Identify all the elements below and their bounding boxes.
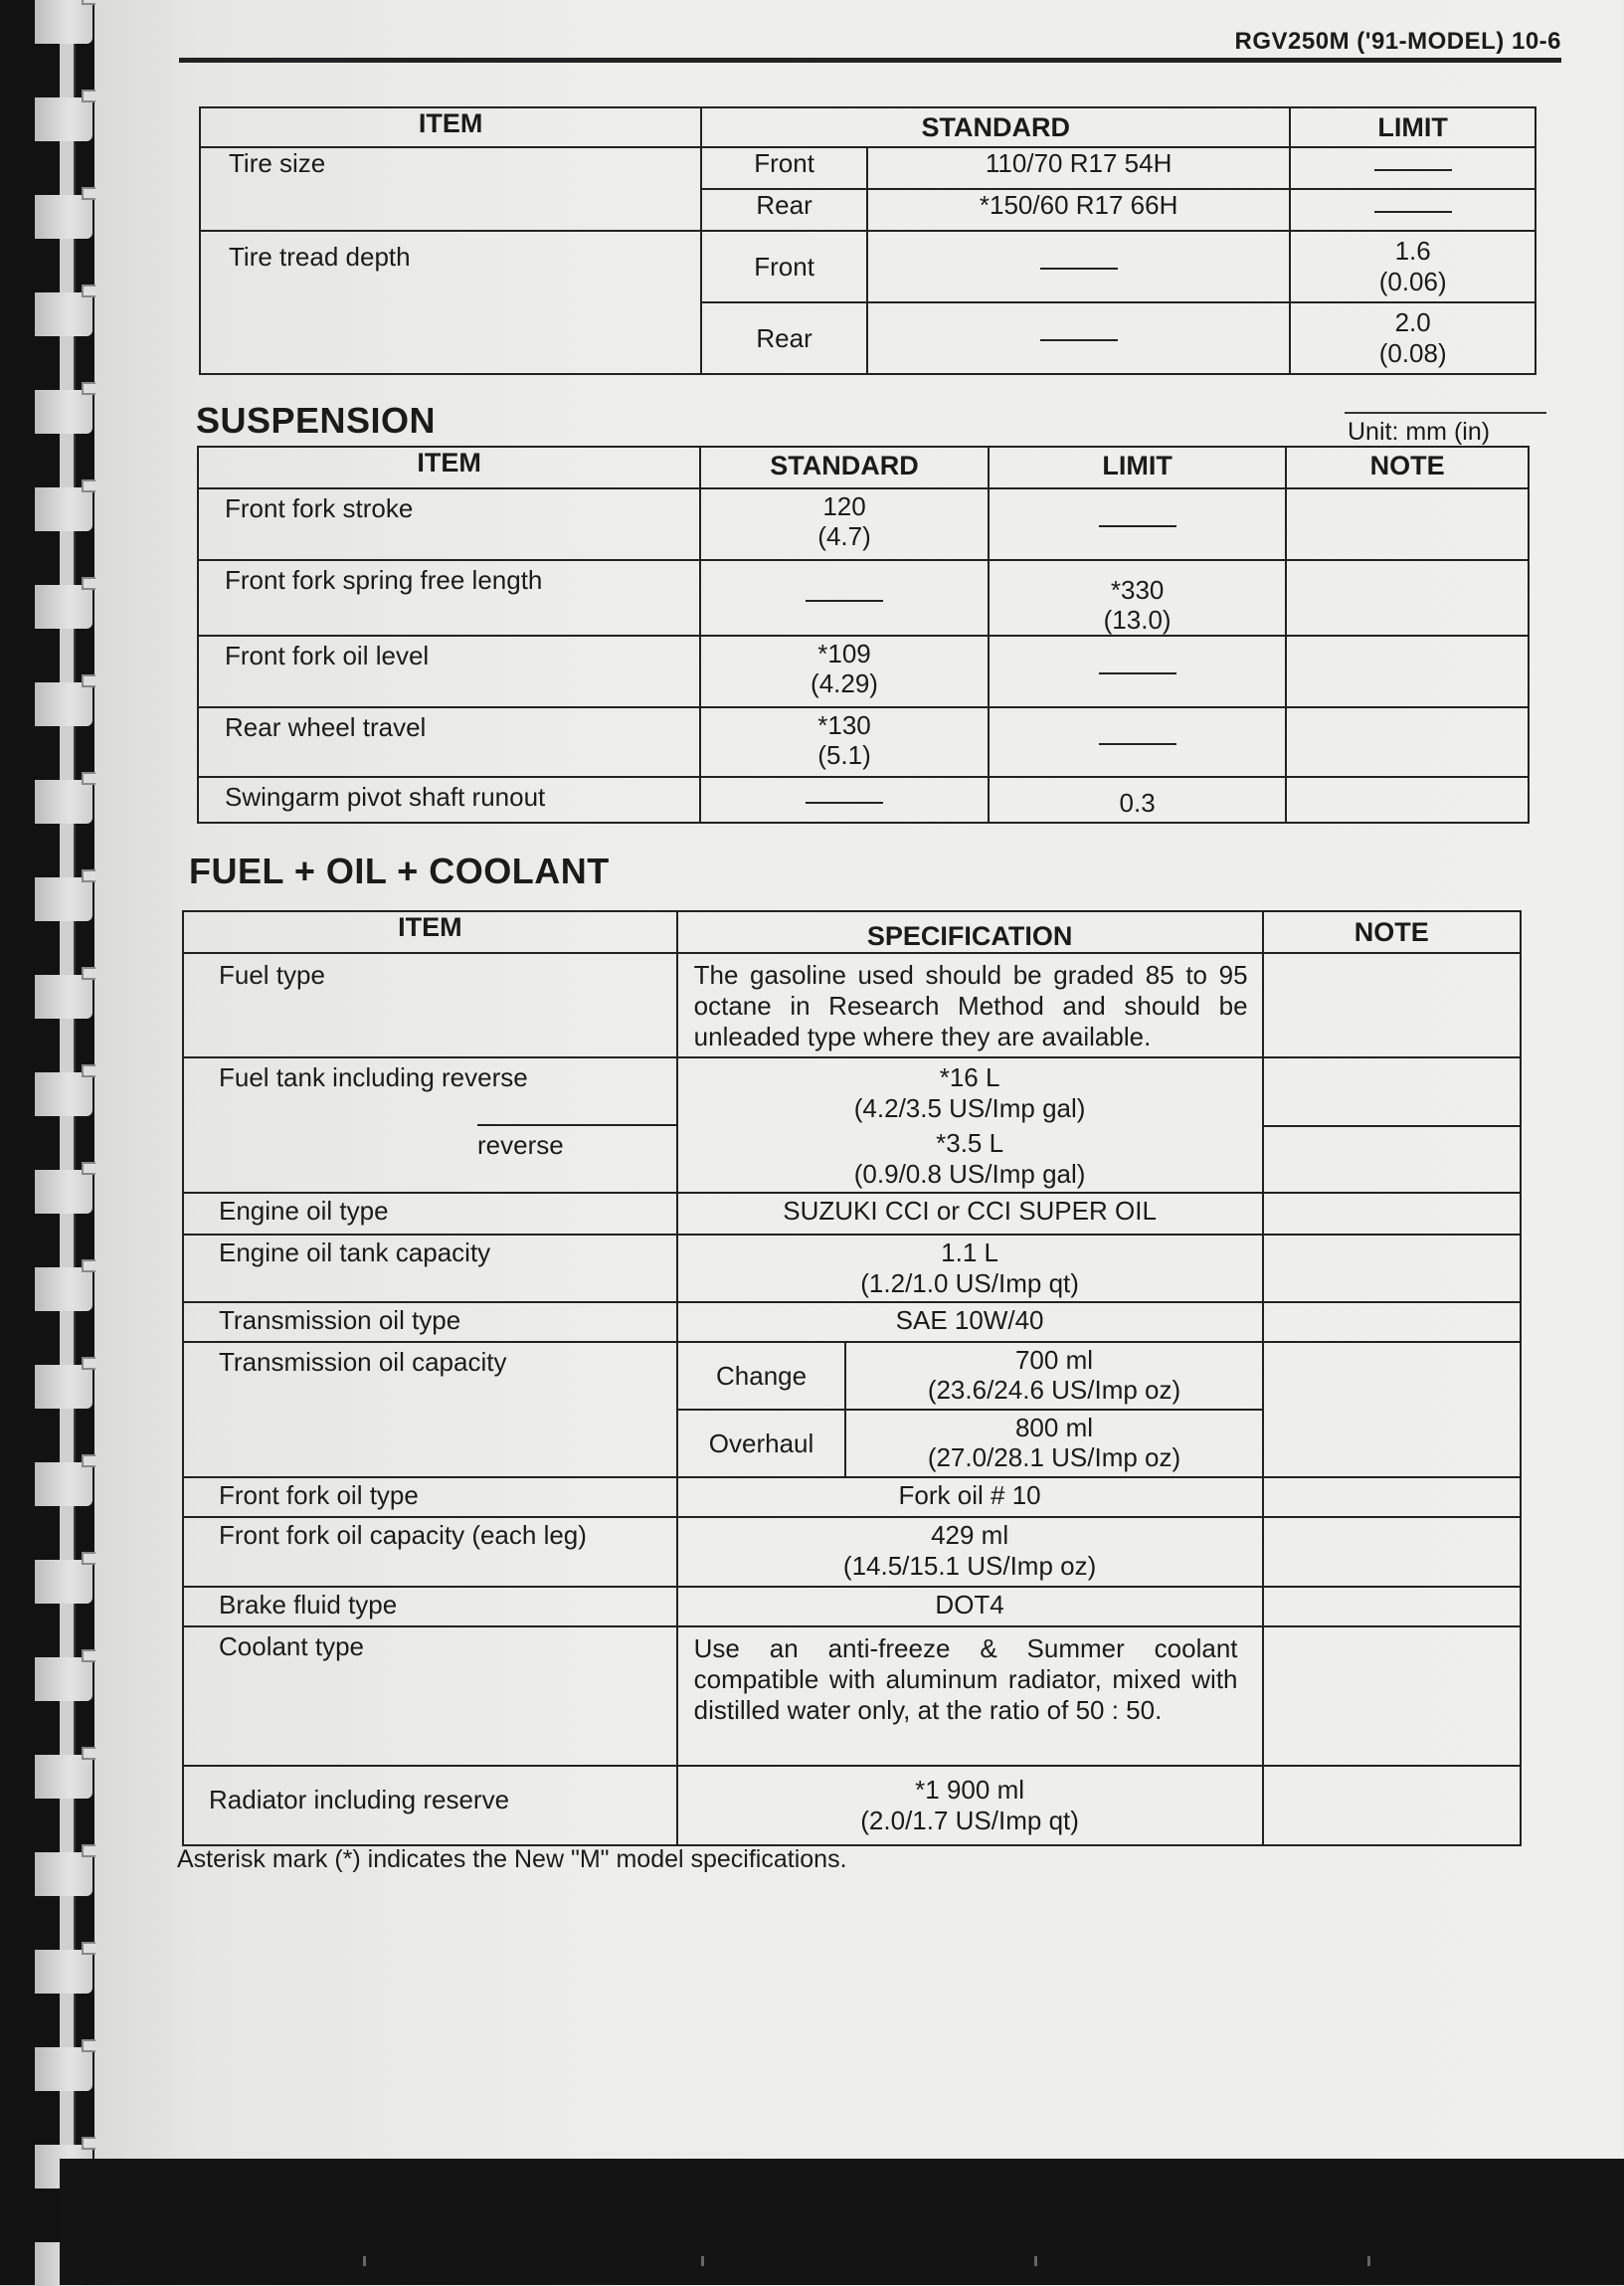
binding-tab xyxy=(82,1844,95,1857)
binding-coil xyxy=(35,1560,92,1604)
trans-change-oz: (23.6/24.6 US/Imp oz) xyxy=(927,1375,1181,1405)
item-fuel-tank xyxy=(183,1057,677,1126)
tire-spec-table xyxy=(199,106,1536,375)
table-row xyxy=(198,707,1529,777)
trans-change-label: Change xyxy=(677,1342,846,1410)
binding-coil xyxy=(35,390,92,434)
tire-size-front-value: 110/70 R17 54H xyxy=(867,147,1290,189)
note-brake_fluid xyxy=(1263,1587,1521,1626)
binding-coil xyxy=(35,682,92,726)
table-row xyxy=(198,777,1529,823)
suspension-limit xyxy=(989,707,1287,777)
spec-reverse-gal: (0.9/0.8 US/Imp gal) xyxy=(853,1159,1086,1189)
dash xyxy=(1374,169,1452,171)
spec-engine_oil_cap-sub: (1.2/1.0 US/Imp qt) xyxy=(860,1268,1079,1298)
binding-coil xyxy=(35,0,92,44)
binding-tab xyxy=(82,869,95,882)
suspension-item-label: Front fork spring free length xyxy=(198,560,700,636)
spec-fuel-tank-gal: (4.2/3.5 US/Imp gal) xyxy=(853,1093,1086,1123)
reverse-divider xyxy=(477,1124,676,1126)
table-row xyxy=(183,1766,1521,1845)
item-radiator: Radiator including reserve xyxy=(183,1766,677,1845)
spec-fork_oil_type: Fork oil # 10 xyxy=(677,1477,1263,1517)
trans-overhaul-label: Overhaul xyxy=(677,1410,846,1477)
suspension-standard-in: (5.1) xyxy=(817,740,871,770)
binding-coil xyxy=(35,1852,92,1896)
suspension-limit xyxy=(989,560,1287,636)
spec-reverse xyxy=(677,1126,1263,1193)
binding-coil xyxy=(35,97,92,141)
binding-coil xyxy=(35,1950,92,1994)
table-row xyxy=(198,488,1529,560)
spec-engine_oil_cap-main: 1.1 L xyxy=(941,1238,998,1267)
binding-tab xyxy=(82,1552,95,1565)
binding-coil xyxy=(35,780,92,824)
col-header-limit: LIMIT xyxy=(989,447,1287,488)
item-reverse-label: reverse xyxy=(477,1130,564,1160)
binding-tab xyxy=(82,1357,95,1370)
binding-tab xyxy=(82,90,95,102)
binding-coil xyxy=(35,1365,92,1409)
trans-overhaul-ml: 800 ml xyxy=(1014,1413,1094,1442)
tread-rear-label: Rear xyxy=(701,302,867,374)
table-row xyxy=(198,636,1529,707)
tread-front-label: Front xyxy=(701,231,867,302)
suspension-note xyxy=(1286,488,1529,560)
spec-trans_oil_type: SAE 10W/40 xyxy=(677,1302,1263,1342)
spec-radiator-ml: *1 900 ml xyxy=(915,1775,1025,1805)
item-trans-oil-capacity: Transmission oil capacity xyxy=(183,1342,677,1477)
spiral-binding xyxy=(0,0,94,2285)
tread-rear-limit-in: (0.08) xyxy=(1378,338,1447,368)
binding-tab xyxy=(82,382,95,395)
item-fuel-type: Fuel type xyxy=(183,953,677,1057)
table-row xyxy=(183,1235,1521,1302)
item-fork_oil_cap: Front fork oil capacity (each leg) xyxy=(183,1517,677,1587)
suspension-limit-mm: 0.3 xyxy=(1119,788,1156,818)
binding-tab xyxy=(82,1064,95,1077)
col-header-item: ITEM xyxy=(183,911,677,953)
binding-tab xyxy=(82,2137,95,2150)
item-engine_oil_type: Engine oil type xyxy=(183,1193,677,1235)
unit-label: Unit: mm (in) xyxy=(1348,418,1491,446)
suspension-note xyxy=(1286,636,1529,707)
tread-front-limit xyxy=(1290,231,1535,302)
item-fork_oil_type: Front fork oil type xyxy=(183,1477,677,1517)
page-bottom-shadow xyxy=(60,2159,1624,2285)
binding-tab xyxy=(82,0,95,5)
binding-tab xyxy=(82,967,95,980)
binding-tab xyxy=(82,1649,95,1662)
tread-rear-limit-mm: 2.0 xyxy=(1394,307,1431,337)
spec-fork_oil_cap-sub: (14.5/15.1 US/Imp oz) xyxy=(842,1551,1097,1581)
trans-overhaul-value xyxy=(845,1410,1262,1477)
unit-rule xyxy=(1345,412,1546,414)
table-row xyxy=(183,1342,1521,1410)
col-header-item: ITEM xyxy=(200,107,701,147)
spec-reverse-l: *3.5 L xyxy=(936,1128,1004,1158)
suspension-standard-mm: 120 xyxy=(822,491,866,521)
tread-front-limit-in: (0.06) xyxy=(1378,267,1447,296)
note-engine_oil_type xyxy=(1263,1193,1521,1235)
binding-spine xyxy=(60,0,76,2285)
suspension-standard-mm: *109 xyxy=(817,639,871,668)
dash xyxy=(806,802,883,804)
suspension-standard xyxy=(700,560,989,636)
note-fork_oil_cap xyxy=(1263,1517,1521,1587)
dash xyxy=(1099,672,1176,674)
spec-engine_oil_cap xyxy=(677,1235,1263,1302)
footnote-asterisk: Asterisk mark (*) indicates the New "M" model specifications. xyxy=(177,1845,847,1873)
note-trans_oil_type xyxy=(1263,1302,1521,1342)
binding-tab xyxy=(82,1747,95,1760)
table-row xyxy=(183,953,1521,1057)
binding-coil xyxy=(35,585,92,629)
suspension-note xyxy=(1286,560,1529,636)
suspension-note xyxy=(1286,777,1529,823)
note-fuel-type xyxy=(1263,953,1521,1057)
binding-coil xyxy=(35,1462,92,1506)
trans-change-ml: 700 ml xyxy=(1014,1345,1094,1375)
note-reverse xyxy=(1263,1126,1521,1193)
suspension-standard xyxy=(700,777,989,823)
col-header-standard: STANDARD xyxy=(700,447,989,488)
col-header-standard-label: STANDARD xyxy=(921,112,1070,142)
spec-radiator xyxy=(677,1766,1263,1845)
spec-fuel-type: The gasoline used should be graded 85 to 95 octane in Research Method and should be unleaded type where they are available. xyxy=(677,953,1263,1057)
binding-coil xyxy=(35,1170,92,1214)
table-row xyxy=(198,560,1529,636)
col-header-limit: LIMIT xyxy=(1290,107,1535,147)
tread-front-limit-mm: 1.6 xyxy=(1394,236,1431,266)
item-fuel-tank-label: Fuel tank including reverse xyxy=(219,1062,528,1092)
binding-coil xyxy=(35,1267,92,1311)
spec-fork_oil_cap xyxy=(677,1517,1263,1587)
binding-tab xyxy=(82,1162,95,1175)
col-header-specification: SPECIFICATION xyxy=(677,911,1263,953)
note-coolant-type xyxy=(1263,1626,1521,1766)
suspension-standard-mm: *130 xyxy=(817,710,871,740)
dash xyxy=(1099,743,1176,745)
spec-fork_oil_cap-main: 429 ml xyxy=(931,1520,1009,1550)
table-row xyxy=(183,1057,1521,1126)
band-mark xyxy=(701,2256,704,2266)
note-fuel-tank xyxy=(1263,1057,1521,1126)
tire-size-rear-limit xyxy=(1290,189,1535,231)
suspension-item-label: Front fork stroke xyxy=(198,488,700,560)
dash xyxy=(806,600,883,602)
tire-size-rear-label: Rear xyxy=(701,189,867,231)
spec-fuel-tank xyxy=(677,1057,1263,1126)
suspension-note xyxy=(1286,707,1529,777)
suspension-item-label: Front fork oil level xyxy=(198,636,700,707)
suspension-item-label: Rear wheel travel xyxy=(198,707,700,777)
binding-coil xyxy=(35,292,92,336)
note-engine_oil_cap xyxy=(1263,1235,1521,1302)
binding-tab xyxy=(82,479,95,492)
spec-radiator-qt: (2.0/1.7 US/Imp qt) xyxy=(860,1806,1079,1835)
section-title-suspension: SUSPENSION xyxy=(196,400,437,441)
item-brake_fluid: Brake fluid type xyxy=(183,1587,677,1626)
table-row xyxy=(183,1126,1521,1193)
binding-tab xyxy=(82,1454,95,1467)
binding-coil xyxy=(35,975,92,1019)
binding-coil xyxy=(35,1072,92,1116)
col-header-note: NOTE xyxy=(1263,911,1521,953)
tire-size-rear-value: *150/60 R17 66H xyxy=(867,189,1290,231)
spec-engine_oil_type: SUZUKI CCI or CCI SUPER OIL xyxy=(677,1193,1263,1235)
suspension-limit xyxy=(989,488,1287,560)
suspension-standard-in: (4.7) xyxy=(817,521,871,551)
binding-tab xyxy=(82,1259,95,1272)
page-header xyxy=(179,20,1561,63)
item-engine_oil_cap: Engine oil tank capacity xyxy=(183,1235,677,1302)
binding-tab xyxy=(82,674,95,687)
note-radiator xyxy=(1263,1766,1521,1845)
table-row xyxy=(183,1626,1521,1766)
table-row xyxy=(183,1302,1521,1342)
tread-front-standard xyxy=(867,231,1290,302)
binding-coil xyxy=(35,2047,92,2091)
suspension-standard-in: (4.29) xyxy=(811,668,878,698)
suspension-limit xyxy=(989,636,1287,707)
dash xyxy=(1099,525,1176,527)
dash xyxy=(1040,268,1118,270)
band-mark xyxy=(1034,2256,1037,2266)
fuel-oil-coolant-table xyxy=(182,910,1522,1846)
binding-coil xyxy=(35,1755,92,1799)
tread-rear-standard xyxy=(867,302,1290,374)
table-row xyxy=(183,1193,1521,1235)
suspension-standard xyxy=(700,707,989,777)
suspension-standard xyxy=(700,488,989,560)
binding-coil xyxy=(35,487,92,531)
band-mark xyxy=(1367,2256,1370,2266)
table-row xyxy=(183,1477,1521,1517)
table-row xyxy=(200,231,1535,302)
spec-fuel-tank-l: *16 L xyxy=(939,1062,1000,1092)
suspension-item-label: Swingarm pivot shaft runout xyxy=(198,777,700,823)
suspension-limit xyxy=(989,777,1287,823)
binding-coil xyxy=(35,1657,92,1701)
binding-tab xyxy=(82,285,95,297)
dash xyxy=(1040,339,1118,341)
tread-rear-limit xyxy=(1290,302,1535,374)
trans-overhaul-oz: (27.0/28.1 US/Imp oz) xyxy=(927,1442,1181,1472)
table-row xyxy=(183,1517,1521,1587)
col-header-item: ITEM xyxy=(198,447,700,488)
binding-tab xyxy=(82,772,95,785)
suspension-limit-in: (13.0) xyxy=(1103,605,1172,635)
trans-change-value xyxy=(845,1342,1262,1410)
item-reverse xyxy=(183,1126,677,1193)
spec-brake_fluid: DOT4 xyxy=(677,1587,1263,1626)
page-title: RGV250M ('91-MODEL) 10-6 xyxy=(1234,28,1561,55)
row-tire-size-label: Tire size xyxy=(200,147,701,231)
item-trans_oil_type: Transmission oil type xyxy=(183,1302,677,1342)
suspension-table xyxy=(197,446,1530,824)
section-title-fuel-oil-coolant: FUEL + OIL + COOLANT xyxy=(189,851,610,891)
binding-tab xyxy=(82,577,95,590)
binding-tab xyxy=(82,2039,95,2052)
note-fork_oil_type xyxy=(1263,1477,1521,1517)
spec-coolant-type: Use an anti-freeze & Summer coolant compatible with aluminum radiator, mixed with distilled water only, at the ratio of 50 : 50. xyxy=(677,1626,1263,1766)
binding-tab xyxy=(82,1942,95,1955)
col-header-standard xyxy=(701,107,1290,147)
suspension-standard xyxy=(700,636,989,707)
tire-size-front-limit xyxy=(1290,147,1535,189)
table-row xyxy=(183,1587,1521,1626)
band-mark xyxy=(363,2256,366,2266)
binding-coil xyxy=(35,195,92,239)
binding-tab xyxy=(82,187,95,200)
suspension-limit-mm: *330 xyxy=(1110,575,1165,605)
dash xyxy=(1374,211,1452,213)
col-header-note: NOTE xyxy=(1286,447,1529,488)
row-tread-depth-label: Tire tread depth xyxy=(200,231,701,374)
note-trans-oil-capacity xyxy=(1263,1342,1521,1477)
binding-coil xyxy=(35,877,92,921)
item-coolant-type: Coolant type xyxy=(183,1626,677,1766)
tire-size-front-label: Front xyxy=(701,147,867,189)
